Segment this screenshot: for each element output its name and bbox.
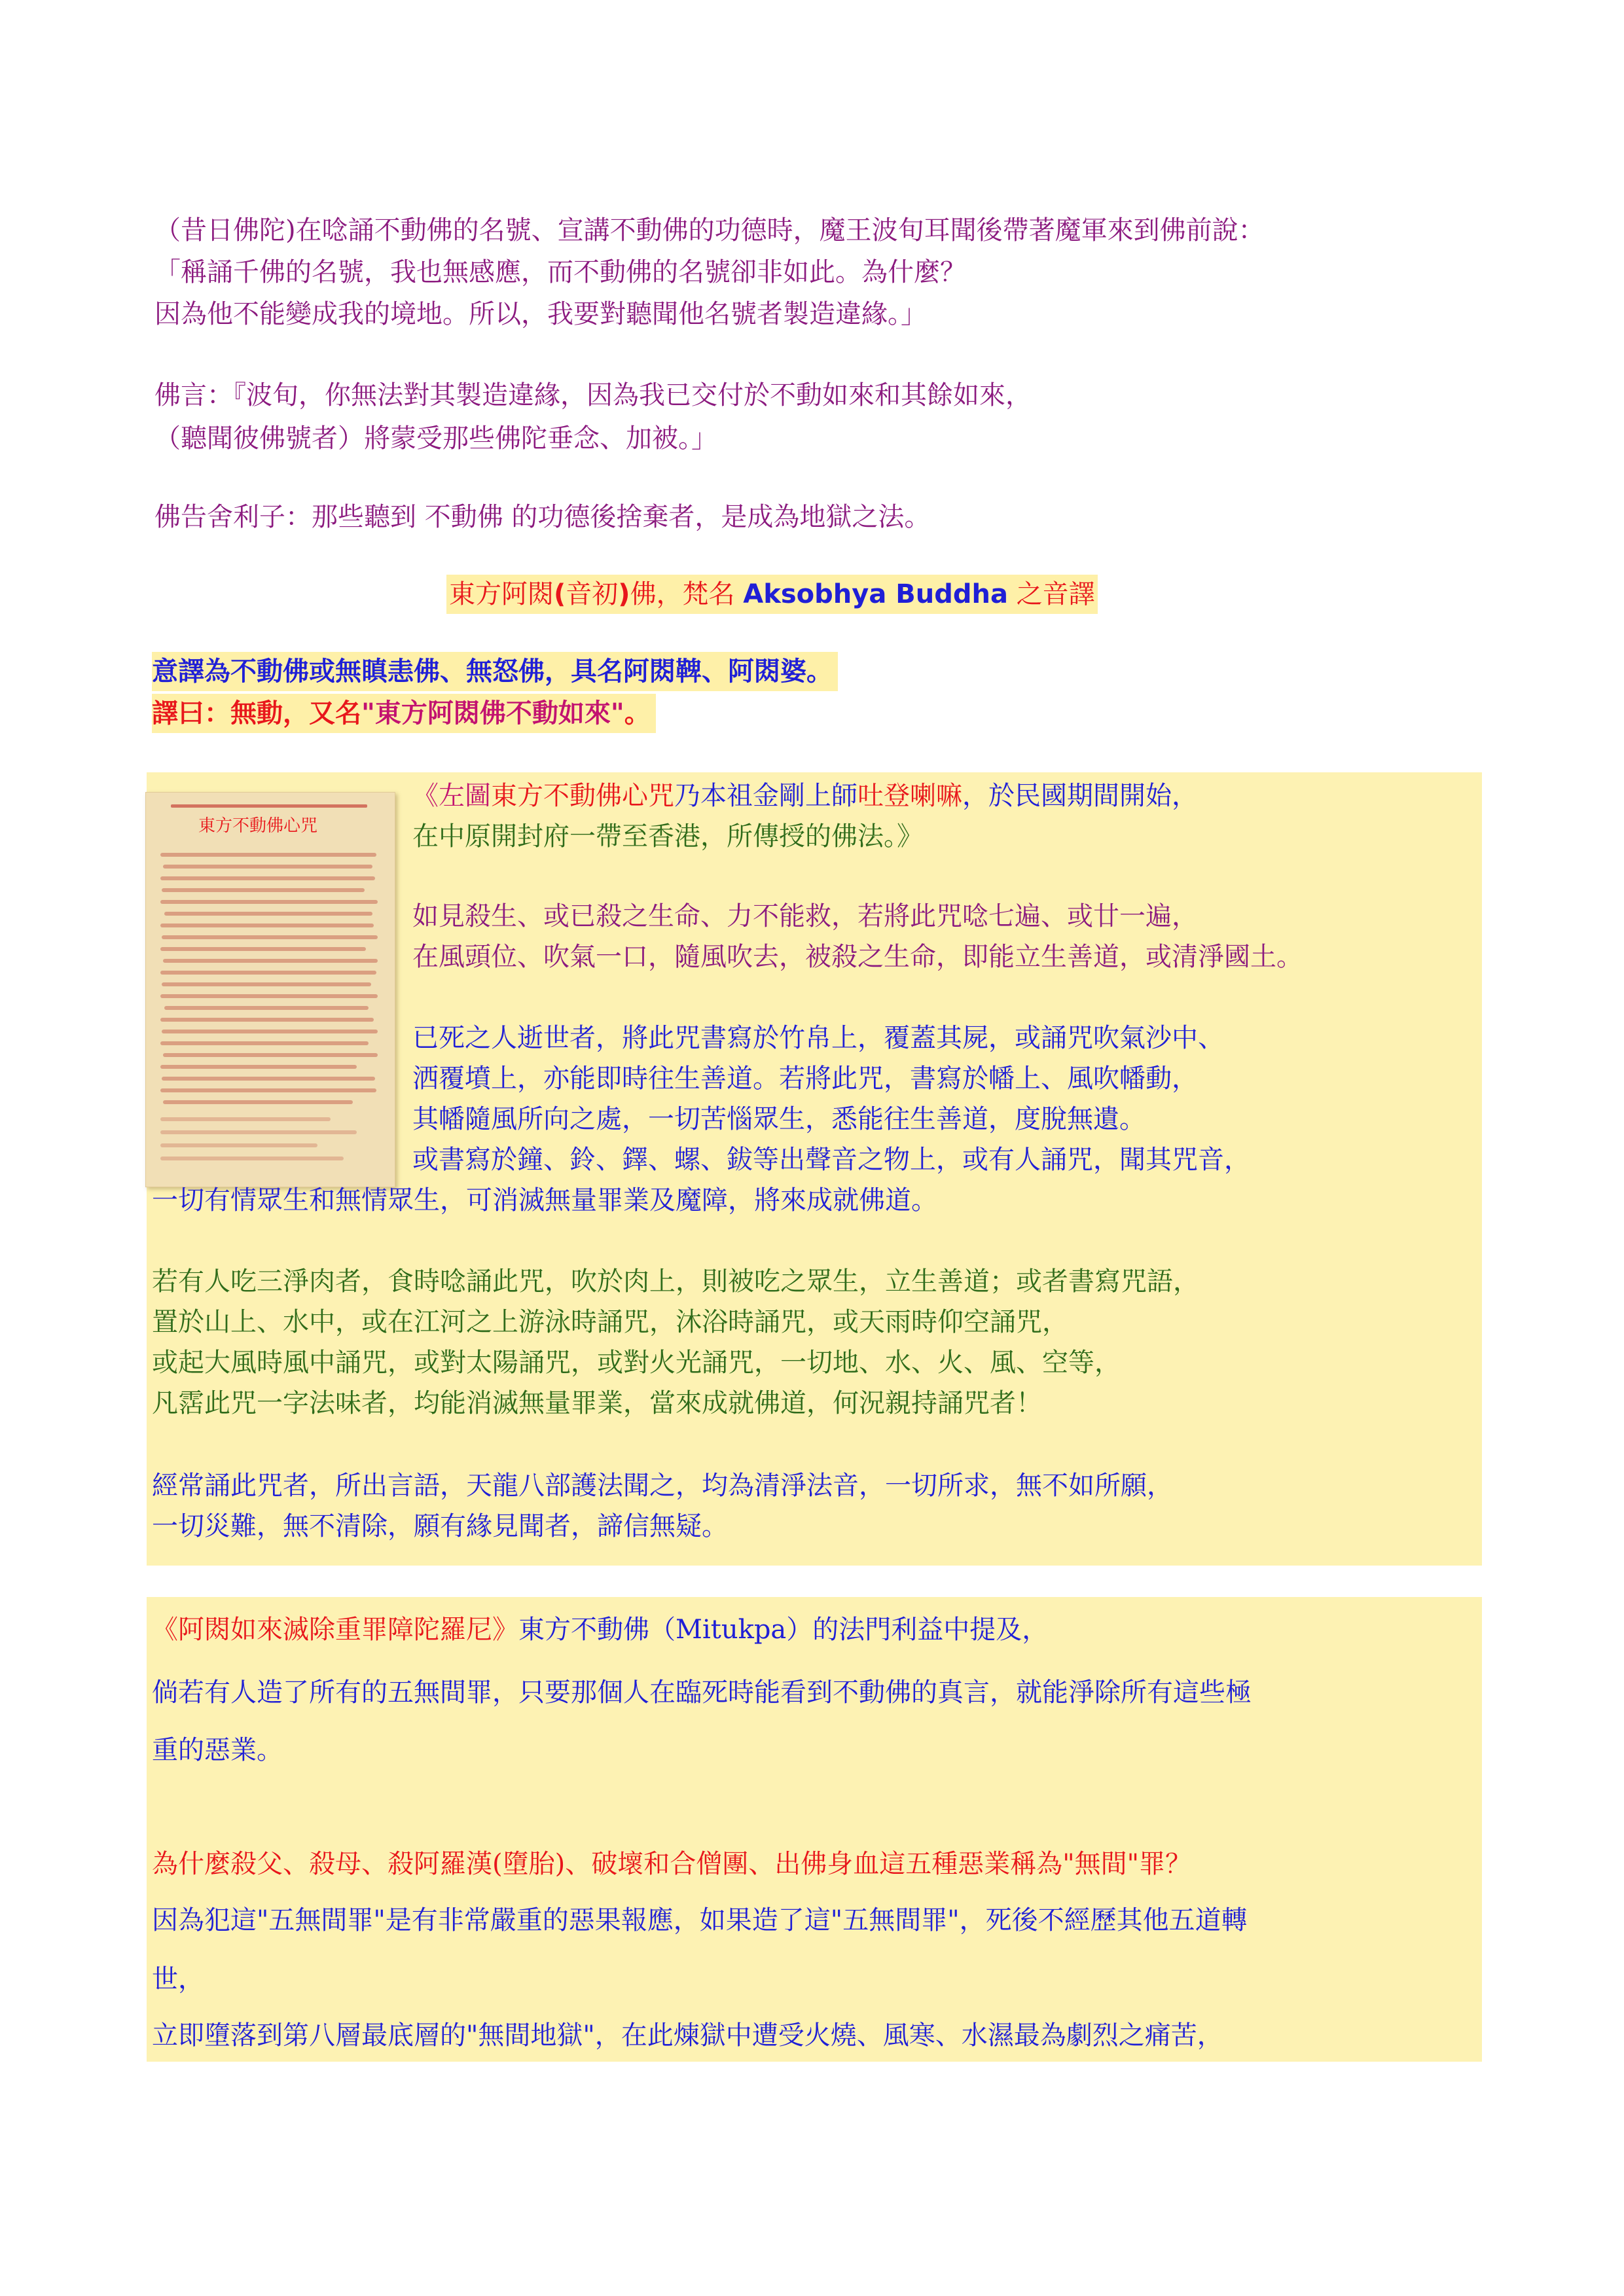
heading-paren-close: ) (618, 579, 630, 609)
mantra-name: 東方不動佛心咒 (491, 781, 674, 811)
talisman-script-body (160, 849, 380, 1170)
mantra-p3-line-1: 已死之人逝世者，將此咒書寫於竹帛上，覆蓋其屍，或誦咒吹氣沙中、 (412, 1023, 1224, 1053)
mantra-p3-line-5: 一切有情眾生和無情眾生，可消滅無量罪業及魔障，將來成就佛道。 (152, 1185, 937, 1215)
mantra-teacher-name: 吐登喇嘛 (857, 781, 962, 811)
mantra-p3-line-4: 或書寫於鐘、鈴、鐸、螺、鈸等出聲音之物上，或有人誦咒，聞其咒音， (412, 1145, 1250, 1175)
intro-line-6: 佛告舍利子：那些聽到 不動佛 的功德後捨棄者，是成為地獄之法。 (154, 502, 931, 532)
heading-sanskrit-label: ，梵名 (656, 579, 744, 609)
mantra-p3-line-3: 其幡隨風所向之處，一切苦惱眾生，悉能往生善道，度脫無遺。 (412, 1104, 1146, 1134)
meaning-line-1: 意譯為不動佛或無瞋恚佛、無怒佛，具名阿閦鞞、阿閦婆。 (152, 652, 838, 691)
mantra-teacher-prefix: 乃本祖金剛上師 (674, 781, 857, 811)
meaning-line-2-name: "東方阿閦佛不動如來" (361, 698, 624, 728)
dharani-line-7: 立即墮落到第八層最底層的"無間地獄"，在此煉獄中遭受火燒、風寒、水濕最為劇烈之痛苦， (152, 2020, 1223, 2051)
meaning-line-2-end: 。 (624, 698, 651, 728)
section-heading (446, 575, 1098, 614)
intro-line-1: （昔日佛陀)在唸誦不動佛的名號、宣講不動佛的功德時，魔王波旬耳聞後帶著魔軍來到佛前說： (154, 215, 1265, 245)
mantra-line-1 (412, 776, 1198, 816)
mantra-talisman-image (145, 792, 395, 1187)
mantra-p5-line-1: 經常誦此咒者，所出言語，天龍八部護法聞之，均為清淨法音，一切所求，無不如所願， (152, 1471, 1173, 1501)
mantra-p5-line-2: 一切災難，無不清除，願有緣見聞者，諦信無疑。 (152, 1511, 728, 1541)
mantra-p4-line-2: 置於山上、水中，或在江河之上游泳時誦咒，沐浴時誦咒，或天雨時仰空誦咒， (152, 1307, 1068, 1337)
dharani-panel (147, 1597, 1482, 2062)
mantra-p3-line-2: 洒覆墳上，亦能即時往生善道。若將此咒，書寫於幡上、風吹幡動， (412, 1064, 1198, 1094)
heading-name: 東方阿閦 (449, 579, 554, 609)
heading-buddha: 佛 (630, 579, 657, 609)
talisman-title: 東方不動佛心咒 (198, 816, 318, 836)
heading-sanskrit-name: Aksobhya Buddha (743, 579, 1008, 609)
dharani-line-1-text: 東方不動佛（Mitukpa）的法門利益中提及， (518, 1615, 1049, 1645)
talisman-script-header (171, 804, 367, 808)
intro-line-3: 因為他不能變成我的境地。所以，我要對聽聞他名號者製造違緣。」 (154, 299, 927, 329)
dharani-line-2: 倘若有人造了所有的五無間罪，只要那個人在臨死時能看到不動佛的真言，就能淨除所有這些極 (152, 1677, 1252, 1708)
intro-line-4: 佛言：『波旬，你無法對其製造違緣，因為我已交付於不動如來和其餘如來， (154, 380, 1032, 410)
intro-line-5: （聽聞彼佛號者）將蒙受那些佛陀垂念、加被。」 (154, 423, 717, 454)
dharani-line-6: 世， (152, 1964, 204, 1994)
heading-pronunciation: 音初 (566, 579, 619, 609)
dharani-line-3: 重的惡業。 (152, 1735, 283, 1765)
heading-paren-open: ( (554, 579, 566, 609)
heading-suffix: 之音譯 (1007, 579, 1095, 609)
mantra-p2-line-1: 如見殺生、或已殺之生命、力不能救，若將此咒唸七遍、或廿一遍， (412, 901, 1198, 931)
dharani-line-5: 因為犯這"五無間罪"是有非常嚴重的惡果報應，如果造了這"五無間罪"，死後不經歷其他五道轉 (152, 1905, 1248, 1935)
intro-line-2: 「稱誦千佛的名號，我也無感應，而不動佛的名號卻非如此。為什麼？ (154, 257, 966, 287)
mantra-p4-line-3: 或起大風時風中誦咒，或對太陽誦咒，或對火光誦咒，一切地、水、火、風、空等， (152, 1348, 1121, 1378)
mantra-p4-line-4: 凡霑此咒一字法味者，均能消滅無量罪業，當來成就佛道，何況親持誦咒者！ (152, 1388, 1042, 1418)
mantra-open-quote: 《左圖 (412, 781, 491, 811)
mantra-line-2: 在中原開封府一帶至香港，所傳授的佛法。》 (412, 821, 923, 852)
dharani-title: 《阿閦如來滅除重罪障陀羅尼》 (152, 1615, 518, 1645)
meaning-line-2-prefix: 譯曰：無動，又名 (152, 698, 361, 728)
dharani-line-4: 為什麼殺父、殺母、殺阿羅漢(墮胎)、破壞和合僧團、出佛身血這五種惡業稱為"無間"罪？ (152, 1849, 1192, 1879)
mantra-p2-line-2: 在風頭位、吹氣一口，隨風吹去，被殺之生命，即能立生善道，或清淨國土。 (412, 942, 1303, 972)
dharani-line-1 (152, 1610, 1048, 1649)
meaning-line-2 (152, 694, 656, 733)
mantra-line-1-end: ，於民國期間開始， (962, 781, 1198, 811)
mantra-p4-line-1: 若有人吃三淨肉者，食時唸誦此咒，吹於肉上，則被吃之眾生，立生善道；或者書寫咒語， (152, 1266, 1199, 1297)
